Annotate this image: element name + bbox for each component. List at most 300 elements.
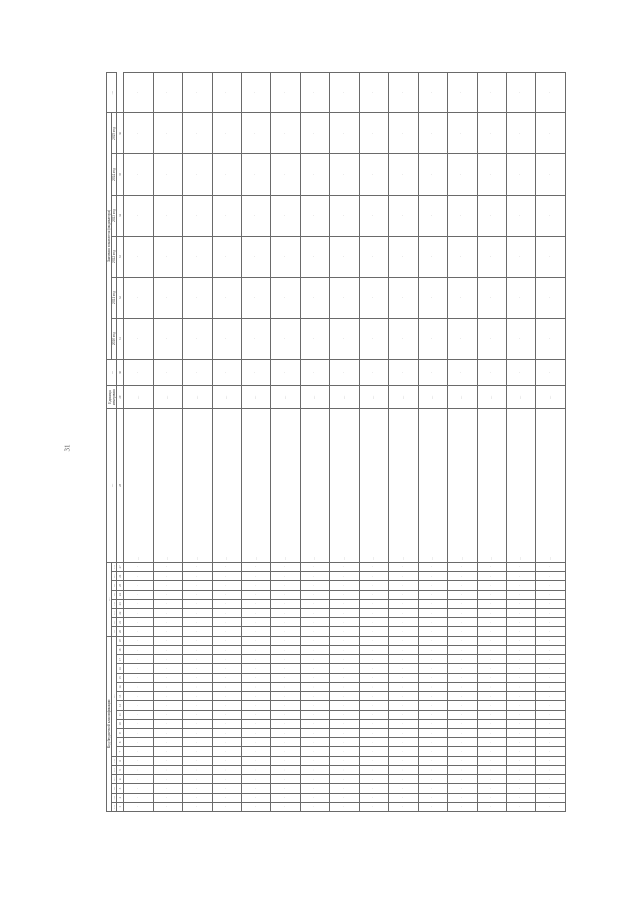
- code-cell: ·: [330, 599, 359, 608]
- code-cell: ·: [153, 775, 182, 784]
- extra-subheader: …: [112, 627, 117, 636]
- code-cell: ·: [300, 765, 329, 774]
- code-cell: ·: [212, 682, 241, 691]
- code-cell: ·: [418, 775, 447, 784]
- value-cell: ·: [359, 236, 388, 277]
- column-number: 34: [117, 195, 124, 236]
- code-cell: ·: [536, 802, 566, 811]
- code-cell: ·: [212, 581, 241, 590]
- code-cell: ·: [536, 655, 566, 664]
- code-cell: ·: [536, 608, 566, 617]
- value-cell: ·: [242, 113, 271, 154]
- code-cell: ·: [153, 618, 182, 627]
- extra-group-header: …: [107, 562, 112, 636]
- code-cell: ·: [124, 729, 153, 738]
- value-cell: ·: [212, 195, 241, 236]
- code-cell: ·: [242, 747, 271, 756]
- value-cell: ·: [477, 277, 506, 318]
- code-cell: ·: [153, 581, 182, 590]
- code-cell: ·: [300, 729, 329, 738]
- column-number: 6: [117, 756, 124, 765]
- code-cell: ·: [271, 692, 300, 701]
- unit-cell: …: [124, 386, 153, 409]
- code-cell: ·: [506, 608, 535, 617]
- code-cell: ·: [389, 608, 418, 617]
- code-cell: ·: [153, 756, 182, 765]
- code-cell: ·: [506, 719, 535, 728]
- code-cell: ·: [153, 738, 182, 747]
- value-cell: ·: [242, 359, 271, 386]
- code-cell: ·: [300, 692, 329, 701]
- column-number: 19: [117, 636, 124, 645]
- code-cell: ·: [536, 784, 566, 793]
- code-cell: ·: [183, 765, 212, 774]
- code-cell: ·: [506, 581, 535, 590]
- code-cell: ·: [153, 664, 182, 673]
- code-cell: ·: [506, 673, 535, 682]
- value-cell: ·: [153, 73, 182, 113]
- code-cell: ·: [212, 664, 241, 673]
- unit-cell: …: [330, 386, 359, 409]
- code-cell: ·: [359, 590, 388, 599]
- value-cell: ·: [183, 113, 212, 154]
- kbk-subheader: …: [112, 802, 117, 811]
- table-row: [418, 73, 447, 812]
- code-cell: ·: [389, 636, 418, 645]
- value-cell: ·: [330, 73, 359, 113]
- code-cell: ·: [124, 636, 153, 645]
- code-cell: ·: [359, 747, 388, 756]
- code-cell: ·: [536, 636, 566, 645]
- column-number: 3: [117, 784, 124, 793]
- code-cell: ·: [448, 701, 477, 710]
- code-cell: ·: [359, 738, 388, 747]
- page-number: 31: [63, 444, 72, 452]
- code-cell: ·: [271, 581, 300, 590]
- value-cell: ·: [448, 277, 477, 318]
- column-number: 33: [117, 236, 124, 277]
- code-cell: ·: [330, 756, 359, 765]
- code-cell: ·: [359, 802, 388, 811]
- value-cell: ·: [271, 236, 300, 277]
- indicators-table: [106, 72, 566, 812]
- table-row: [271, 73, 300, 812]
- code-cell: ·: [183, 572, 212, 581]
- code-cell: ·: [153, 636, 182, 645]
- code-cell: ·: [389, 599, 418, 608]
- code-cell: ·: [418, 618, 447, 627]
- code-cell: ·: [271, 608, 300, 617]
- value-cell: ·: [212, 154, 241, 195]
- kbk-group-header: Код бюджетной классификации: [107, 636, 112, 811]
- code-cell: ·: [271, 729, 300, 738]
- value-cell: ·: [418, 236, 447, 277]
- code-cell: ·: [124, 784, 153, 793]
- code-cell: ·: [153, 793, 182, 802]
- code-cell: ·: [242, 646, 271, 655]
- code-cell: ·: [389, 729, 418, 738]
- code-cell: ·: [448, 655, 477, 664]
- code-cell: ·: [242, 719, 271, 728]
- code-cell: ·: [242, 793, 271, 802]
- year-header: 2021 год: [112, 277, 117, 318]
- indicator-header: …: [107, 408, 117, 562]
- code-cell: ·: [124, 627, 153, 636]
- code-cell: ·: [330, 673, 359, 682]
- code-cell: ·: [300, 581, 329, 590]
- code-cell: ·: [389, 692, 418, 701]
- code-cell: ·: [212, 802, 241, 811]
- code-cell: ·: [359, 599, 388, 608]
- unit-cell: …: [418, 386, 447, 409]
- code-cell: ·: [124, 646, 153, 655]
- code-cell: ·: [300, 775, 329, 784]
- indicator-cell: …: [448, 408, 477, 562]
- code-cell: ·: [183, 627, 212, 636]
- code-cell: ·: [183, 719, 212, 728]
- code-cell: ·: [124, 775, 153, 784]
- value-cell: ·: [300, 154, 329, 195]
- code-cell: ·: [124, 655, 153, 664]
- code-cell: ·: [183, 618, 212, 627]
- code-cell: ·: [477, 747, 506, 756]
- value-cell: ·: [536, 277, 566, 318]
- code-cell: ·: [300, 747, 329, 756]
- code-cell: ·: [212, 646, 241, 655]
- code-cell: ·: [124, 618, 153, 627]
- code-cell: ·: [389, 655, 418, 664]
- code-cell: ·: [271, 802, 300, 811]
- kbk-subheader: …: [112, 793, 117, 802]
- code-cell: ·: [477, 793, 506, 802]
- code-cell: ·: [183, 562, 212, 571]
- value-cell: ·: [124, 113, 153, 154]
- code-cell: ·: [477, 738, 506, 747]
- code-cell: ·: [153, 729, 182, 738]
- value-cell: ·: [506, 73, 535, 113]
- value-cell: ·: [124, 236, 153, 277]
- code-cell: ·: [183, 692, 212, 701]
- code-cell: ·: [448, 673, 477, 682]
- value-cell: ·: [536, 113, 566, 154]
- code-cell: ·: [477, 608, 506, 617]
- value-cell: ·: [506, 113, 535, 154]
- code-cell: ·: [389, 572, 418, 581]
- value-cell: ·: [183, 236, 212, 277]
- code-cell: ·: [418, 572, 447, 581]
- code-cell: ·: [124, 802, 153, 811]
- code-cell: ·: [124, 664, 153, 673]
- value-cell: ·: [330, 318, 359, 359]
- total-header: …: [107, 73, 117, 113]
- kbk-subheader: …: [112, 784, 117, 793]
- code-cell: ·: [359, 775, 388, 784]
- value-cell: ·: [389, 73, 418, 113]
- value-cell: ·: [389, 113, 418, 154]
- code-cell: ·: [300, 618, 329, 627]
- code-cell: ·: [448, 765, 477, 774]
- code-cell: ·: [153, 719, 182, 728]
- code-cell: ·: [477, 729, 506, 738]
- kbk-subheader: …: [112, 775, 117, 784]
- code-cell: ·: [389, 710, 418, 719]
- value-cell: ·: [300, 359, 329, 386]
- value-cell: ·: [359, 113, 388, 154]
- code-cell: ·: [536, 618, 566, 627]
- code-cell: ·: [506, 646, 535, 655]
- code-cell: ·: [212, 738, 241, 747]
- code-cell: ·: [212, 618, 241, 627]
- unit-cell: …: [536, 386, 566, 409]
- code-cell: ·: [536, 729, 566, 738]
- code-cell: ·: [477, 646, 506, 655]
- code-cell: ·: [300, 756, 329, 765]
- value-cell: ·: [124, 359, 153, 386]
- code-cell: ·: [359, 572, 388, 581]
- code-cell: ·: [300, 608, 329, 617]
- code-cell: ·: [183, 802, 212, 811]
- code-cell: ·: [183, 775, 212, 784]
- code-cell: ·: [300, 655, 329, 664]
- code-cell: ·: [271, 664, 300, 673]
- code-cell: ·: [242, 775, 271, 784]
- column-number: 9: [117, 729, 124, 738]
- code-cell: ·: [300, 738, 329, 747]
- code-cell: ·: [242, 692, 271, 701]
- code-cell: ·: [389, 765, 418, 774]
- code-cell: ·: [389, 562, 418, 571]
- column-number: 23: [117, 599, 124, 608]
- code-cell: ·: [212, 608, 241, 617]
- value-cell: ·: [124, 277, 153, 318]
- table-row: [183, 73, 212, 812]
- code-cell: ·: [418, 747, 447, 756]
- year-header: 2022 год: [112, 236, 117, 277]
- indicator-cell: …: [153, 408, 182, 562]
- code-cell: ·: [242, 701, 271, 710]
- code-cell: ·: [389, 581, 418, 590]
- code-cell: ·: [242, 710, 271, 719]
- code-cell: ·: [183, 682, 212, 691]
- indicator-cell: …: [330, 408, 359, 562]
- table-row: [300, 73, 329, 812]
- code-cell: ·: [153, 701, 182, 710]
- table-row: [506, 73, 535, 812]
- value-cell: ·: [506, 154, 535, 195]
- code-cell: ·: [418, 719, 447, 728]
- unit-header: Единица измерения: [107, 386, 117, 409]
- code-cell: ·: [448, 562, 477, 571]
- unit-cell: …: [477, 386, 506, 409]
- code-cell: ·: [242, 581, 271, 590]
- value-cell: ·: [271, 318, 300, 359]
- code-cell: ·: [359, 673, 388, 682]
- code-cell: ·: [300, 710, 329, 719]
- value-cell: ·: [418, 277, 447, 318]
- code-cell: ·: [330, 618, 359, 627]
- code-cell: ·: [418, 608, 447, 617]
- code-cell: ·: [271, 765, 300, 774]
- code-cell: ·: [330, 636, 359, 645]
- value-cell: ·: [389, 154, 418, 195]
- value-cell: ·: [124, 318, 153, 359]
- code-cell: ·: [330, 710, 359, 719]
- code-cell: ·: [506, 682, 535, 691]
- code-cell: ·: [418, 627, 447, 636]
- code-cell: ·: [300, 627, 329, 636]
- code-cell: ·: [242, 756, 271, 765]
- value-cell: ·: [212, 236, 241, 277]
- value-cell: ·: [418, 195, 447, 236]
- value-cell: ·: [477, 73, 506, 113]
- code-cell: ·: [300, 701, 329, 710]
- code-cell: ·: [418, 756, 447, 765]
- value-cell: ·: [418, 73, 447, 113]
- value-cell: ·: [300, 277, 329, 318]
- code-cell: ·: [212, 701, 241, 710]
- code-cell: ·: [359, 793, 388, 802]
- code-cell: ·: [271, 710, 300, 719]
- code-cell: ·: [300, 784, 329, 793]
- code-cell: ·: [330, 572, 359, 581]
- code-cell: ·: [183, 747, 212, 756]
- column-number: 21: [117, 618, 124, 627]
- code-cell: ·: [183, 710, 212, 719]
- code-cell: ·: [212, 636, 241, 645]
- code-cell: ·: [330, 765, 359, 774]
- code-cell: ·: [330, 627, 359, 636]
- code-cell: ·: [506, 747, 535, 756]
- code-cell: ·: [153, 802, 182, 811]
- indicator-cell: …: [183, 408, 212, 562]
- code-cell: ·: [153, 784, 182, 793]
- table-row: [153, 73, 182, 812]
- table-rotated-container: [106, 72, 566, 812]
- value-cell: ·: [242, 318, 271, 359]
- extra-subheader: …: [112, 581, 117, 590]
- code-cell: ·: [153, 646, 182, 655]
- code-cell: ·: [124, 719, 153, 728]
- column-number: 29: [117, 386, 124, 409]
- value-cell: ·: [183, 318, 212, 359]
- value-cell: ·: [506, 318, 535, 359]
- value-cell: ·: [330, 113, 359, 154]
- code-cell: ·: [448, 802, 477, 811]
- code-cell: ·: [536, 793, 566, 802]
- value-cell: ·: [477, 113, 506, 154]
- code-cell: ·: [330, 646, 359, 655]
- code-cell: ·: [389, 618, 418, 627]
- values-group-header: Значения показателя (индикатора): [107, 113, 112, 359]
- value-cell: ·: [271, 359, 300, 386]
- code-cell: ·: [359, 646, 388, 655]
- code-cell: ·: [330, 655, 359, 664]
- code-cell: ·: [242, 784, 271, 793]
- value-cell: ·: [271, 73, 300, 113]
- code-cell: ·: [418, 673, 447, 682]
- code-cell: ·: [477, 599, 506, 608]
- value-cell: ·: [153, 236, 182, 277]
- value-cell: ·: [359, 318, 388, 359]
- indicator-cell: …: [418, 408, 447, 562]
- code-cell: ·: [359, 664, 388, 673]
- code-cell: ·: [183, 608, 212, 617]
- code-cell: ·: [330, 793, 359, 802]
- code-cell: ·: [124, 608, 153, 617]
- value-cell: ·: [271, 113, 300, 154]
- year-header: 2024 год: [112, 154, 117, 195]
- code-cell: ·: [271, 572, 300, 581]
- code-cell: ·: [330, 701, 359, 710]
- value-cell: ·: [536, 73, 566, 113]
- code-cell: ·: [300, 664, 329, 673]
- column-number: 20: [117, 627, 124, 636]
- code-cell: ·: [418, 655, 447, 664]
- code-cell: ·: [448, 756, 477, 765]
- code-cell: ·: [183, 646, 212, 655]
- code-cell: ·: [389, 627, 418, 636]
- code-cell: ·: [330, 729, 359, 738]
- code-cell: ·: [300, 719, 329, 728]
- code-cell: ·: [242, 599, 271, 608]
- extra-subheader: …: [112, 572, 117, 581]
- code-cell: ·: [506, 618, 535, 627]
- code-cell: ·: [212, 747, 241, 756]
- value-cell: ·: [183, 154, 212, 195]
- code-cell: ·: [389, 673, 418, 682]
- value-cell: ·: [359, 359, 388, 386]
- code-cell: ·: [212, 599, 241, 608]
- column-number: 16: [117, 664, 124, 673]
- value-cell: ·: [300, 318, 329, 359]
- code-cell: ·: [124, 692, 153, 701]
- code-cell: ·: [448, 738, 477, 747]
- value-cell: ·: [536, 359, 566, 386]
- code-cell: ·: [359, 618, 388, 627]
- code-cell: ·: [477, 710, 506, 719]
- code-cell: ·: [212, 562, 241, 571]
- code-cell: ·: [242, 765, 271, 774]
- value-cell: ·: [212, 113, 241, 154]
- indicator-cell: …: [212, 408, 241, 562]
- code-cell: ·: [477, 655, 506, 664]
- value-cell: ·: [212, 359, 241, 386]
- value-cell: ·: [418, 318, 447, 359]
- code-cell: ·: [153, 572, 182, 581]
- value-cell: ·: [359, 195, 388, 236]
- code-cell: ·: [448, 618, 477, 627]
- value-cell: ·: [153, 318, 182, 359]
- code-cell: ·: [359, 581, 388, 590]
- code-cell: ·: [418, 710, 447, 719]
- code-cell: ·: [242, 729, 271, 738]
- code-cell: ·: [212, 710, 241, 719]
- code-cell: ·: [183, 590, 212, 599]
- code-cell: ·: [124, 765, 153, 774]
- code-cell: ·: [389, 682, 418, 691]
- extra-subheader: …: [112, 590, 117, 599]
- value-cell: ·: [389, 195, 418, 236]
- value-cell: ·: [183, 73, 212, 113]
- code-cell: ·: [389, 747, 418, 756]
- year-header: 2025 год: [112, 113, 117, 154]
- code-cell: ·: [124, 756, 153, 765]
- code-cell: ·: [271, 701, 300, 710]
- code-cell: ·: [389, 646, 418, 655]
- column-number: 32: [117, 277, 124, 318]
- code-cell: ·: [271, 747, 300, 756]
- unit-cell: …: [389, 386, 418, 409]
